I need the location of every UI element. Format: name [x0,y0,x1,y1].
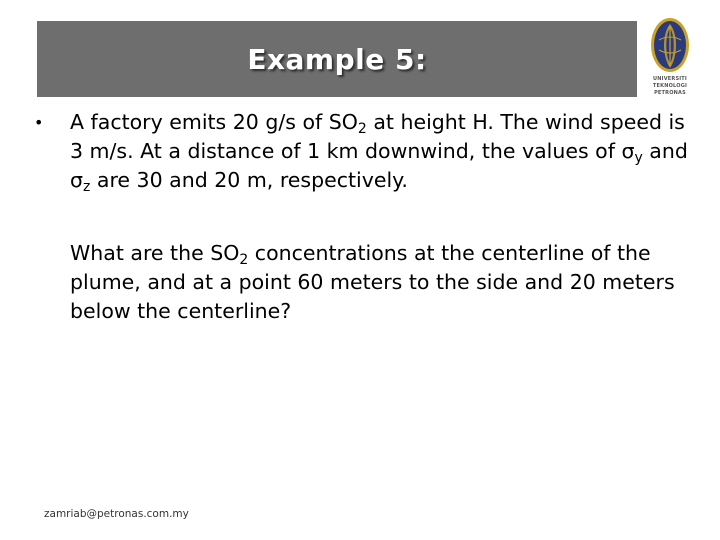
shield-emblem-icon [644,14,696,76]
slide-content [34,108,694,326]
so2-subscript: 2 [239,252,249,268]
question-text-2: concentrations at the centerline of the plume, and at a point 60 meters to the side and 20 meters below the centerline? [70,241,675,323]
slide-title: Example 5: [247,42,427,76]
sigma-y-subscript: y [634,150,643,166]
problem-text-2: at height H. The wind speed is 3 m/s. At a distance of 1 km downwind, the values of σ [70,110,685,163]
problem-text-4: are 30 and 20 m, respectively. [90,168,408,192]
logo-text-line2: TEKNOLOGI [652,83,688,89]
problem-text-3: and σ [70,139,688,192]
logo-text-line3: PETRONAS [654,90,686,96]
title-bar [37,21,637,97]
question-statement [70,239,694,326]
problem-text-1: A factory emits 20 g/s of SO [70,110,358,134]
bullet-marker: • [34,113,44,132]
footer-email: zamriab@petronas.com.my [44,508,189,520]
sigma-z-subscript: z [83,179,91,195]
university-logo [644,14,696,104]
bullet-item [34,108,694,195]
question-text-1: What are the SO [70,241,240,265]
so2-subscript: 2 [357,121,367,137]
problem-statement [70,108,694,195]
logo-text-line1: UNIVERSITI [653,76,687,82]
